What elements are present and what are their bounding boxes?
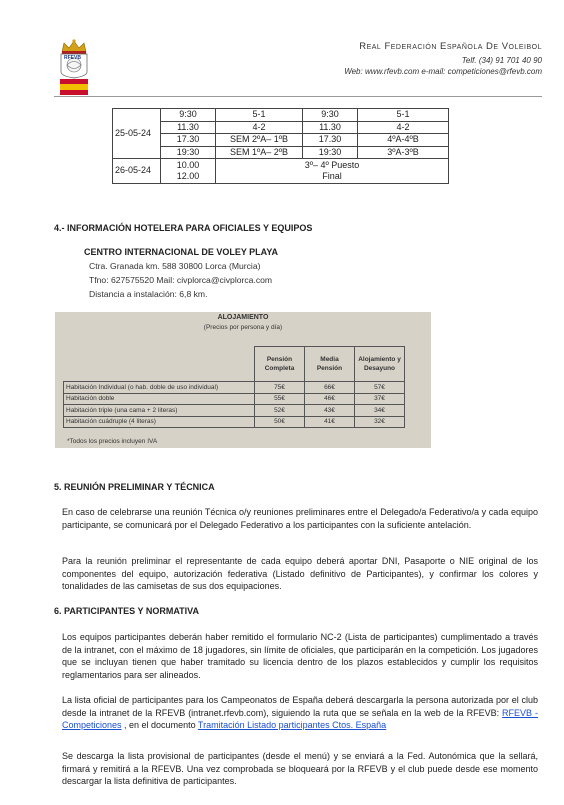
price-cell: 55€ [255, 393, 305, 405]
time-cell: 11.30 [303, 121, 358, 134]
match-cell: 4ºA-4ºB [358, 134, 449, 147]
table-row [113, 121, 449, 134]
table-row [64, 416, 405, 428]
logo-text: RFEVB [64, 55, 81, 61]
table-row [64, 405, 405, 417]
organization-name: Real Federación Española De Voleibol [359, 41, 542, 52]
match-cell: SEM 2ºA– 1ºB [216, 134, 303, 147]
rfevb-logo [52, 38, 96, 96]
accommodation-subtitle: (Precios por persona y día) [203, 324, 283, 331]
time-cell: 17.30 [161, 134, 216, 147]
column-header: Media Pensión [305, 347, 355, 382]
accommodation-table [63, 346, 405, 428]
time-cell [161, 159, 216, 184]
time-value: 10.00 [176, 159, 200, 170]
header-divider [54, 96, 542, 97]
section-6-paragraph-1: Los equipos participantes deberán haber remitido el formulario NC-2 (Lista de participantes) cumplimentado a través de la intranet, con el máximo de 18 jugadores, sin límite de oficiales, que participarán en la competición. Los jugadores que se incluyan tienen que haber tramitado su licencia dentro de los plazos establecidos y cumplir los requisitos reglamentarios para ser alineados. [62, 632, 538, 680]
hotel-contact: Tfno: 627575520 Mail: civplorca@civplorca.com [89, 275, 273, 285]
date-cell: 25-05-24 [113, 109, 161, 159]
room-type: Habitación doble [64, 393, 255, 405]
event-value: Final [322, 171, 342, 181]
match-cell: 5-1 [358, 109, 449, 122]
match-cell: SEM 1ºA– 2ºB [216, 146, 303, 159]
column-header: Pensión Completa [255, 347, 305, 382]
room-type: Habitación triple (una cama + 2 literas) [64, 405, 255, 417]
tramitacion-listado-link[interactable]: Tramitación Listado participantes Ctos. España [197, 720, 387, 730]
time-cell: 19:30 [161, 146, 216, 159]
column-header: Alojamiento y Desayuno [355, 347, 405, 382]
time-cell: 9:30 [161, 109, 216, 122]
hotel-address: Ctra. Granada km. 588 30800 Lorca (Murcia) [89, 261, 261, 271]
paragraph-text: La lista oficial de participantes para los Campeonatos de España deberá descargarla la persona autorizada por el club desde la intranet de la RFEVB (intranet.rfevb.com), siguiendo la ruta que se señala en la web de la RFEVB: [62, 695, 538, 718]
price-cell: 66€ [305, 382, 355, 394]
paragraph-text: , en el documento [121, 720, 198, 730]
section-6-paragraph-3: Se descarga la lista provisional de participantes (desde el menú) y se enviará a la Fed. Autonómica que la sellará, firmará y remitirá a la RFEVB. Una vez comprobada se bloqueará por la RFEVB y el club puede desde ese momento descargar la lista definitiva de participantes. [62, 751, 538, 786]
table-row [64, 393, 405, 405]
section-4-title: 4.- INFORMACIÓN HOTELERA PARA OFICIALES Y EQUIPOS [54, 223, 313, 233]
section-5-paragraph-2: Para la reunión preliminar el representante de cada equipo deberá aportar DNI, Pasaporte o NIE original de los componentes del equipo, autorización federativa (Listado definitivo de Participantes), y confirmar los colores y tonalidades de las camisetas de sus dos equipaciones. [62, 556, 538, 591]
section-6-title: 6. PARTICIPANTES Y NORMATIVA [54, 606, 200, 616]
event-value: 3º– 4º Puesto [304, 159, 360, 170]
table-row [113, 146, 449, 159]
letterhead [344, 41, 542, 77]
hotel-distance: Distancia a instalación: 6,8 km. [89, 289, 208, 299]
match-cell: 5-1 [216, 109, 303, 122]
date-cell: 26-05-24 [113, 159, 161, 184]
rfevb-competiciones-link[interactable]: RFEVB - Competiciones [62, 707, 538, 730]
accommodation-title: ALOJAMIENTO [217, 314, 269, 321]
room-type: Habitación cuádruple (4 literas) [64, 416, 255, 428]
table-row [113, 159, 449, 184]
match-cell: 4-2 [216, 121, 303, 134]
price-cell: 52€ [255, 405, 305, 417]
accommodation-price-image [55, 312, 431, 448]
price-cell: 50€ [255, 416, 305, 428]
table-row [113, 134, 449, 147]
time-cell: 9:30 [303, 109, 358, 122]
price-cell: 46€ [305, 393, 355, 405]
table-row [113, 109, 449, 122]
price-cell: 34€ [355, 405, 405, 417]
section-6-paragraph-2 [62, 694, 538, 732]
price-cell: 43€ [305, 405, 355, 417]
table-row [64, 382, 405, 394]
time-value: 12.00 [176, 171, 200, 181]
time-cell: 17.30 [303, 134, 358, 147]
time-cell: 11.30 [161, 121, 216, 134]
match-cell: 3ºA-3ºB [358, 146, 449, 159]
match-cell: 4-2 [358, 121, 449, 134]
section-5-paragraph-1: En caso de celebrarse una reunión Técnica o/y reuniones preliminares entre el Delegado/a Federativo/a y cada equipo participante, se comunicará por el Delegado Federativo a los participantes con la suficiente antelación. [62, 507, 538, 530]
price-cell: 57€ [355, 382, 405, 394]
price-cell: 32€ [355, 416, 405, 428]
phone-line: Telf. (34) 91 701 40 90 [461, 56, 542, 65]
room-type: Habitación Individual (o hab. doble de uso individual) [64, 382, 255, 394]
time-cell: 19:30 [303, 146, 358, 159]
table-header-row [64, 347, 405, 382]
price-cell: 37€ [355, 393, 405, 405]
price-cell: 41€ [305, 416, 355, 428]
price-cell: 75€ [255, 382, 305, 394]
section-5-title: 5. REUNIÓN PRELIMINAR Y TÉCNICA [54, 482, 215, 492]
price-note: *Todos los precios incluyen IVA [67, 438, 158, 445]
hotel-name: CENTRO INTERNACIONAL DE VOLEY PLAYA [84, 247, 279, 257]
web-email-line: Web: www.rfevb.com e-mail: competiciones@rfevb.com [344, 67, 542, 76]
schedule-table [112, 108, 449, 184]
match-cell [216, 159, 449, 184]
